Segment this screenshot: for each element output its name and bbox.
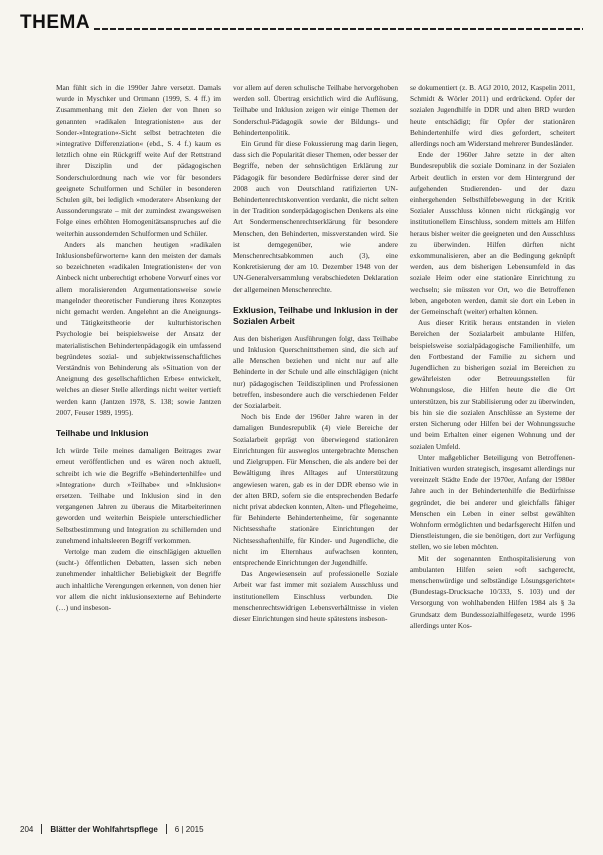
paragraph: Das Angewiesensein auf professionelle Soziale Arbeit war fast immer mit sozialem Ausschluss und institutionellem Einschluss verbunden. Die menschenrechtswidrigen Lebensverhältnisse in vielen dieser Einrichtungen sind heute spätestens insbeson-: [233, 569, 398, 623]
article-body: [56, 82, 576, 822]
column-3: [410, 82, 575, 822]
paragraph: Man fühlt sich in die 1990er Jahre versetzt. Damals wurde in Myschker und Ortmann (1999, S. 4 ff.) im Zusammenhang mit den Zielen der von Ihnen so genannten »radikalen Integrationisten« aus der Sonder-»Integration«-Sicht selbst betrachteten die »integrative Differenziation« (ebd., S. 4 f.) kaum es letztlich ohne ein Rückgriff weite Auf der Rettstrand ihrer Disziplin und der pädagogischen Sonderschulordnung nach wie vor für besonders geeignete Schulformen und Schüler in besonderen Schulen gilt, bei lediglich »moderater« Absenkung der Aussonderungsrate – mit der zumindest zwangsweisen Folge eines erhöhten Homogenitätsanspruches auf die weiterhin aussondernden Schulformen und Schüler.: [56, 83, 221, 238]
paragraph: Unter maßgeblicher Beteiligung von Betroffenen-Initiativen wurden strategisch, insgesamt allerdings nur vereinzelt Städte Ende der 1970er, Anfang der 1980er Jahre auch in der Behindertenhilfe die Bedürfnisse gegründet, die bei anderer und gleichfalls fähiger Menschen ein Leben in einer selbst gewählten Wohnform ermöglichten und bedarfsgerecht Hilfen und Dienstleistungen, die sie benötigen, dort zur Verfügung stellen, wo sie leben möchten.: [410, 452, 575, 552]
paragraph: se dokumentiert (z. B. AGJ 2010, 2012, Kaspelin 2011, Schmidt & Wörler 2011) und erdrückend. Opfer der sozialen Jugendhilfe in DDR und alten BRD wurden heute entschädigt; für Opfer der stationären Behindertenhilfe wird dies gefordert, scheitert allerdings noch am Widerstand mehrerer Bundesländer.: [410, 83, 575, 149]
paragraph: Noch bis Ende der 1960er Jahre waren in der damaligen Bundesrepublik (4) viele Bereiche der Sozialarbeit geprägt von überwiegend stationären Einrichtungen für ausweglos untergebrachte Menschen und Zielgruppen. Für Menschen, die als andere bei der Bewältigung ihres Alltages auf Unterstützung angewiesen waren, gab es in der DDR ebenso wie in der alten BRD, sofern sie die entsprechenden Bedarfe nicht privat abdecken konnten, Alten- und Pflegeheime, für Behinderte Behindertenheime, für sogenannte Nichtsesshafte stationäre Einrichtungen der Nichtsesshaftenhilfe, für Kinder- und Jugendliche, die nicht im Elternhaus aufwachsen konnten, entsprechende Einrichtungen der Jugendhilfe.: [233, 412, 398, 567]
header-rule: [94, 28, 583, 30]
paragraph: Ich würde Teile meines damaligen Beitrages zwar erneut veröffentlichen und es wären noch aktuell, schreibt ich wie die Begriffe »Behindertenhilfe« und »Integration« durch »Teilhabe« und »Inklusion« ersetzen. Teilhabe und Inklusion sind in den vergangenen Jahren zu überaus die Mitarbeiterinnen geworden und weiterhin Beispiele unterschiedlicher Selbstbestimmung und Integration zu schillernden und zunehmend inhaltsleeren Begriff verkommen.: [56, 446, 221, 545]
journal-name: Blätter der Wohlfahrtspflege: [50, 824, 158, 834]
section-heading: Exklusion, Teilhabe und Inklusion in der Sozialen Arbeit: [233, 304, 398, 326]
section-heading: Teilhabe und Inklusion: [56, 428, 149, 439]
paragraph: Anders als manchen heutigen »radikalen Inklusionsbefürwortern« kann den meisten der damals so bezeichneten »radikalen Integrationisten« der von Ainbeck nicht unberechtigt erhobene Vorwurf eines vor allem moralisierenden Argumentationsweise sowie mangelnder theoretischer Fundierung ihres Konzeptes nicht gemacht werden. Angelehnt an die Aneignungs- und Tätigkeitstheorie der kulturhistorischen Psychologie bei beispielsweise der Ansatz der materialistischen Behindertenpädagogik ein umfassend begründetes sozial- und subjektwissenschaftliches Verständnis von Behinderung als »Situation von der Aneignung des gesellschaftlichen Erbes« entwickelt, welches an dieser Stelle allerdings nicht weiter vertieft werden kann (Jantzen 1978, S. 138; sowie Jantzen 2007, Feuser 1989, 1995).: [56, 239, 221, 417]
section-title: THEMA: [20, 12, 91, 33]
page-header: [20, 10, 583, 34]
paragraph: Vertolge man zudem die einschlägigen aktuellen (sucht-) öffentlichen Debatten, lassen sich neben zunehmender inhaltlicher Beliebigkeit der Begriffe auch inhaltliche Verengungen erkennen, von denen hier vor allem die nicht inklusionsexterne auf Behinderte (…) und insbeson-: [56, 546, 221, 612]
column-2: [233, 82, 398, 822]
page-footer: [20, 824, 583, 834]
paragraph: Mit der sogenannten Enthospitalisierung von ambulanten Hilfen seien »oft sachgerecht, menschenwürdige und selbständige Lösungsgerichtet« (Bundestags-Drucksache 10/333, S. 103) und der Versorgung von wohlhabenden Hilfen 1984 als § 3a Grundsatz dem Bundessozialhilfegesetz, wurde 1996 allerdings unter Kos-: [410, 553, 575, 630]
column-1: [56, 82, 221, 822]
paragraph: Ein Grund für diese Fokussierung mag darin liegen, dass sich die Popularität dieser Themen, oder besser der Begriffe, neben der sehnsüchtigen Erklärung zur Pädagogik für besondere Bedürfnisse derer sind der 2008 auch von Deutschland ratifizierten UN-Behindertenrechtskonvention verdankt, die nicht selten in der Tradition sonderpädagogischen Denkens als eine Art Sondermenschenrechtserklärung für besondere Menschen, den Behinderten, missverstanden wird. Sie ist demgegenüber, wie andere Menschenrechtsabkommen auch (3), eine Konkretisierung der am 10. Dezember 1948 von der UN-Generalversammlung verabschiedeten Deklaration der allgemeinen Menschenrechte.: [233, 139, 398, 294]
paragraph: Ende der 1960er Jahre setzte in der alten Bundesrepublik die soziale Dominanz in der Sozialen Arbeit deutlich in ersten vor dem Hintergrund der aufgehenden Studierenden- und der dazu einhergehenden Selbsthilfebewegung in der Kritik Sozialer Ausschluss können nicht rückgängig vor institutionellem Einschluss, sondern mittels am Hilfen heraus bisher weiter die geeigneten und den Ausschluss zu überwinden. Hilfen dürften nicht exkommunalisieren, aber an die Bedingung geknüpft werden, aus dem bisherigen Lebensumfeld in das soziale Heim oder eine stationäre Einrichtung zu wechseln; sie müssten vor Ort, wo die Betroffenen leben, angeboten werden, damit sie dort ein Leben in der Gemeinschaft (weiter) erhalten können.: [410, 150, 575, 317]
footer-divider: [41, 824, 42, 834]
paragraph: vor allem auf deren schulische Teilhabe hervorgehoben werden soll. Übertrag ersichtlich wird die Auflösung, Teilhabe und Inklusion zeigen wir einige Themen der Sonderschul-Pädagogik sowie der Bildungs- und Behindertenpolitik.: [233, 83, 398, 137]
paragraph: Aus dieser Kritik heraus entstanden in vielen Bereichen der Sozialarbeit ambulante Hilfen, beispielsweise sozialpädagogische Familienhilfe, um den Fortbestand der Familie zu sichern und Jugendlichen zu bisherigen sozial im Bereichen zu gewährleisten oder Betreuungsstellen für Wohnungslose, die Hilfen heute die die Ort unterstützen, bis zur Stabilisierung oder zu überwinden, bis hin sie die sozialen Anschlüsse an Systeme der ersten Sicherung oder Hilfen bei der Wohnungssuche und beim Erhalten einer eigenen Wohnung und der sozialen Umfeld.: [410, 318, 575, 451]
paragraph: Aus den bisherigen Ausführungen folgt, dass Teilhabe und Inklusion Querschnittsthemen sind, die sich auf alle Menschen beziehen und nicht nur auf alle Behinderte in der Schule und alle einschlägigen (nicht nur) pädagogischen Teildisziplinen und Professionen betreffen, insbesondere auch die verschiedenen Felder der Sozialarbeit.: [233, 333, 398, 411]
footer-divider: [166, 824, 167, 834]
page-number: 204: [20, 824, 34, 834]
issue-number: 6 | 2015: [174, 824, 204, 834]
